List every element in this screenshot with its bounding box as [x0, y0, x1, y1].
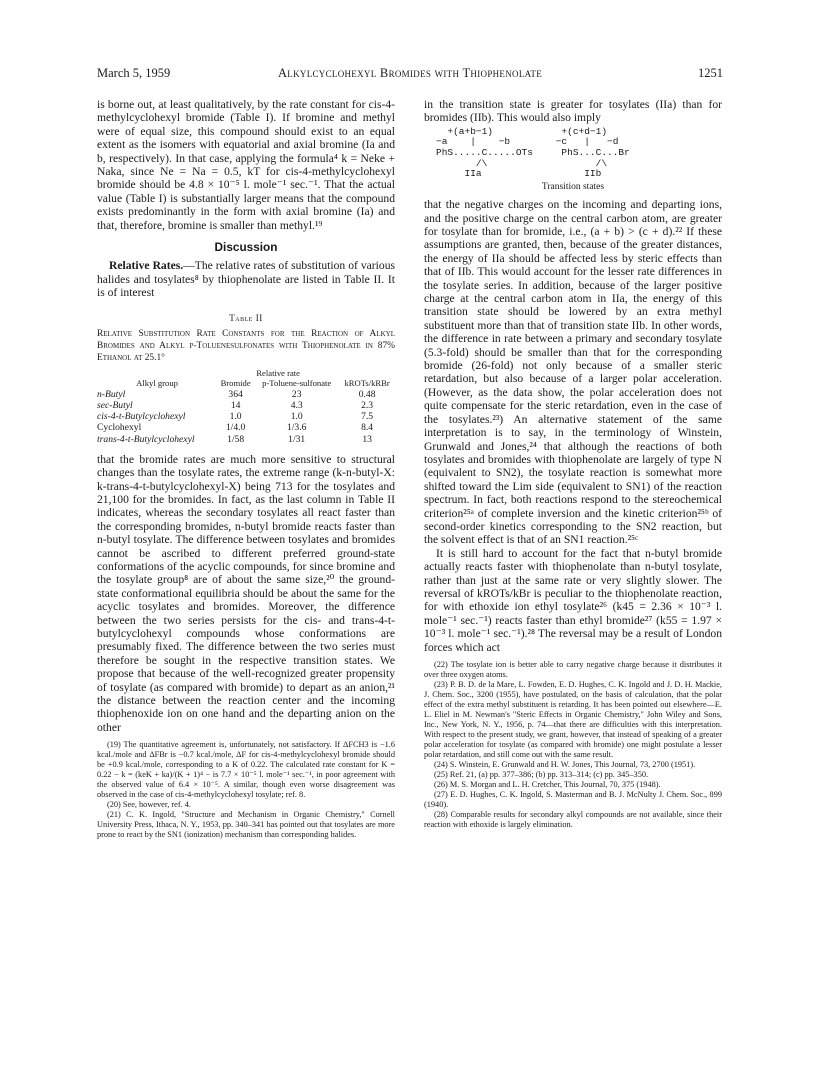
- paragraph: in the transition state is greater for tosylates (IIa) than for bromides (IIb). This would also imply: [424, 98, 722, 125]
- table-cell: 13: [362, 433, 372, 445]
- table-header-group: Relative rate: [256, 368, 300, 379]
- footnotes: [424, 660, 722, 830]
- table-cell: 7.5: [361, 411, 374, 423]
- footnote: (21) C. K. Ingold, "Structure and Mechanism in Organic Chemistry," Cornell University Press, Ithaca, N. Y., 1953, pp. 340–341 has pointed out that tosylates are more prone to react by the SN1 (ionization) mechanism than corresponding halides.: [97, 810, 395, 840]
- column-header: Alkyl group: [136, 378, 178, 389]
- table-cell: 8.4: [361, 422, 374, 434]
- table-description: Relative Substitution Rate Constants for the Reaction of Alkyl Bromides and Alkyl p-Toluenesulfonates with Thiophenolate in 87% Ethanol at 25.1°: [97, 329, 395, 364]
- run-in-heading: Relative Rates.: [109, 259, 184, 273]
- table-cell: 2.3: [361, 399, 374, 411]
- paragraph: is borne out, at least qualitatively, by the rate constant for cis-4-methylcyclohexyl bromide (Table I). If bromine and methyl were of equal size, this compound should exist to an equal extent as the isomers with equatorial and axial bromine (Ia and b, respectively). In that case, applying the formula⁴ k = Neke + Naka, since Ne = Na = 0.5, kT for cis-4-methylcyclohexyl bromide should be 4.8 × 10⁻⁵ l. mole⁻¹ sec.⁻¹. That the actual value (Table I) is substantially larger means that the compound exists predominantly in the form with axial bromine (Ia) and that, therefore, bromine is smaller than methyl.¹⁹: [97, 98, 395, 232]
- table-cell: 23: [291, 388, 302, 400]
- footnote: (19) The quantitative agreement is, unfortunately, not satisfactory. If ΔFCH3 is −1.6 kcal./mole and ΔFBr is −0.7 kcal./mole, ΔF for cis-4-methylcyclohexyl bromide should be +0.9 kcal./mole, corresponding to a K of 0.22. The calculated rate constant for K = 0.22 − k = (keK + ka)/(K + 1)⁴ − is 7.7 × 10⁻⁵ l. mole⁻¹ sec.⁻¹, in poor agreement with the observed value of 6.4 × 10⁻⁵. A similar, though even worse disagreement was observed in the case of cis-4-methylcyclohexyl tosylate; ref. 8.: [97, 740, 395, 800]
- table-row: [97, 434, 395, 445]
- table-cell: 364: [228, 388, 243, 400]
- paragraph: It is still hard to account for the fact that n-butyl bromide actually reacts faster with thiophenolate than n-butyl tosylate, rather than just at the same rate or very slightly slower. The reversal of kROTs/kBr is peculiar to the thiophenolate reaction, for with ethoxide ion ethyl tosylate²⁶ (k45 = 2.36 × 10⁻³ l. mole⁻¹ sec.⁻¹) reacts faster than ethyl bromide²⁷ (k55 = 1.97 × 10⁻³ l. mole⁻¹ sec.⁻¹).²⁸ The reversal may be a result of London forces which act: [424, 546, 722, 654]
- paragraph: that the negative charges on the incoming and departing ions, and the positive charge on the central carbon atom, are greater for tosylate than for bromide, i.e., (a + b) > (c + d).²² If these assumptions are granted, then, because of the greater distances, the energy of IIa should be affected less by steric effects than that of IIb. This would account for the lesser rate differences in the tosylate series. In addition, because of the larger positive charge at the central carbon atom in IIa, the energy of this transition state should be lowered by an extra methyl substituent more than that of transition state IIb. In other words, the difference in rate between a primary and secondary tosylate (5.3-fold) should be smaller than that for the corresponding bromide (26-fold) not only because of a smaller steric retardation, but also because of a larger polar acceleration. (However, as the data show, the polar acceleration does not quite compensate for the steric retardation, even in the case of the tosylates.²³) An alternative statement of the same interpretation is to say, in the terminology of Winstein, Grunwald and Jones,²⁴ that although the reactions of both tosylates and bromides with thiophenolate are largely of type N (equivalent to SN2), the tosylate reaction is somewhat more shifted toward the Lim side (equivalent to SN1) of the reaction spectrum. In fact, both reactions respond to the stereochemical criterion²⁵ᵃ of complete inversion and the kinetic criterion²⁵ᵇ of second-order kinetics corresponding to the SN2 reaction, but the solvent effect is that of an SN1 reaction.²⁵ᶜ: [424, 198, 722, 547]
- footnote: (22) The tosylate ion is better able to carry negative charge because it distributes it over three oxygen atoms.: [424, 660, 722, 679]
- table-cell: 14: [230, 399, 241, 411]
- table-cell: 4.3: [290, 399, 303, 411]
- table-cell: 0.48: [358, 388, 376, 400]
- paragraph: [97, 259, 395, 299]
- rate-table: [97, 368, 395, 445]
- table-cell: n-Butyl: [97, 388, 126, 400]
- table-row: [97, 422, 395, 433]
- footnote: (27) E. D. Hughes, C. K. Ingold, S. Masterman and B. J. McNulty J. Chem. Soc., 899 (1940).: [424, 790, 722, 809]
- running-header: [97, 66, 723, 84]
- footnote: (28) Comparable results for secondary alkyl compounds are not available, since their reaction with ethoxide is largely elimination.: [424, 810, 722, 829]
- footnote: (26) M. S. Morgan and L. H. Cretcher, This Journal, 70, 375 (1948).: [434, 780, 661, 789]
- footnote: (23) P. B. D. de la Mare, L. Fowden, E. D. Hughes, C. K. Ingold and J. D. H. Mackie, J. Chem. Soc., 3200 (1955), have postulated, on the basis of calculation, that the polar effect of the extra methyl substituent is retarding. It has been pointed out elsewhere—E. L. Eliel in M. Newman's "Steric Effects in Organic Chemistry," John Wiley and Sons, Inc., New York, N. Y., 1956, p. 74—that there are difficulties with this interpretation. With respect to the present study, we grant, however, that instead of speaking of a greater polar acceleration for tosylate (as compared with bromide) one might postulate a lesser polar retardation, and still come out with the same result.: [424, 680, 722, 759]
- paragraph: that the bromide rates are much more sensitive to structural changes than the tosylate rates, the extreme range (k-n-butyl-X: k-trans-4-t-butylcyclohexyl-X) being 713 for the tosylates and 21,100 for the bromides. In fact, as the last column in Table II indicates, whereas the secondary tosylates all react faster than the corresponding bromides, n-butyl bromide reacts faster than n-butyl tosylate. The difference between tosylates and bromides cannot be ascribed to different preferred ground-state conformations of the acyclic compounds, for since bromine and the tosylate group⁸ are of about the same size,²⁰ the ground-state conformational equilibria should be about the same for the acyclic tosylates and bromides. Moreover, the difference between the two series persists for the cis- and trans-4-t-butylcyclohexyl compounds whose conformations are presumably fixed. The difference between the two series must therefore be sought in the respective transition states. We propose that because of the well-recognized greater propensity of tosylate (as compared with bromide) to depart as an anion,²¹ the distance between the reaction center and the incoming thiophenoxide ion on one hand and the departing anion on the other: [97, 452, 395, 734]
- table-cell: trans-4-t-Butylcyclohexyl: [97, 433, 195, 445]
- column-header: p-Toluene-sulfonate: [262, 378, 332, 389]
- table-cell: cis-4-t-Butylcyclohexyl: [97, 411, 186, 423]
- diagram-caption: Transition states: [541, 181, 605, 192]
- section-heading: Discussion: [214, 240, 278, 255]
- paragraph-text: —The relative rates of substitution of various halides and tosylates⁸ by thiophenolate are listed in Table II. It is of interest: [97, 259, 395, 300]
- footnotes: [97, 740, 395, 840]
- table-row: [97, 389, 395, 400]
- table-header-row: [97, 379, 395, 388]
- table-cell: 1.0: [229, 411, 242, 423]
- table-cell: 1/4.0: [225, 422, 246, 434]
- header-title: Alkylcyclohexyl Bromides with Thiophenolate: [277, 66, 543, 80]
- header-date: March 5, 1959: [97, 66, 171, 80]
- table-cell: Cyclohexyl: [97, 422, 142, 434]
- right-column: [424, 98, 722, 830]
- table-row: [97, 411, 395, 422]
- page-number: 1251: [698, 66, 723, 80]
- footnote: (20) See, however, ref. 4.: [107, 800, 191, 810]
- table-cell: sec-Butyl: [97, 399, 133, 411]
- table-cell: 1/3.6: [286, 422, 307, 434]
- column-header: kROTs/kRBr: [344, 378, 390, 389]
- table-cell: 1/31: [288, 433, 306, 445]
- table-row: [97, 400, 395, 411]
- table-caption: Table II: [229, 312, 263, 323]
- left-column: [97, 98, 395, 840]
- table-cell: 1/58: [227, 433, 245, 445]
- transition-state-diagram: +(a+b−1) +(c+d−1) −a | −b −c | −d PhS.....C.....OTs PhS...C...Br /\ /\ IIa IIb: [436, 125, 630, 180]
- footnote: (24) S. Winstein, E. Grunwald and H. W. Jones, This Journal, 73, 2700 (1951).: [434, 760, 696, 769]
- table-cell: 1.0: [290, 411, 303, 423]
- column-header: Bromide: [220, 378, 251, 389]
- footnote: (25) Ref. 21, (a) pp. 377–386; (b) pp. 313–314; (c) pp. 345–350.: [434, 770, 649, 779]
